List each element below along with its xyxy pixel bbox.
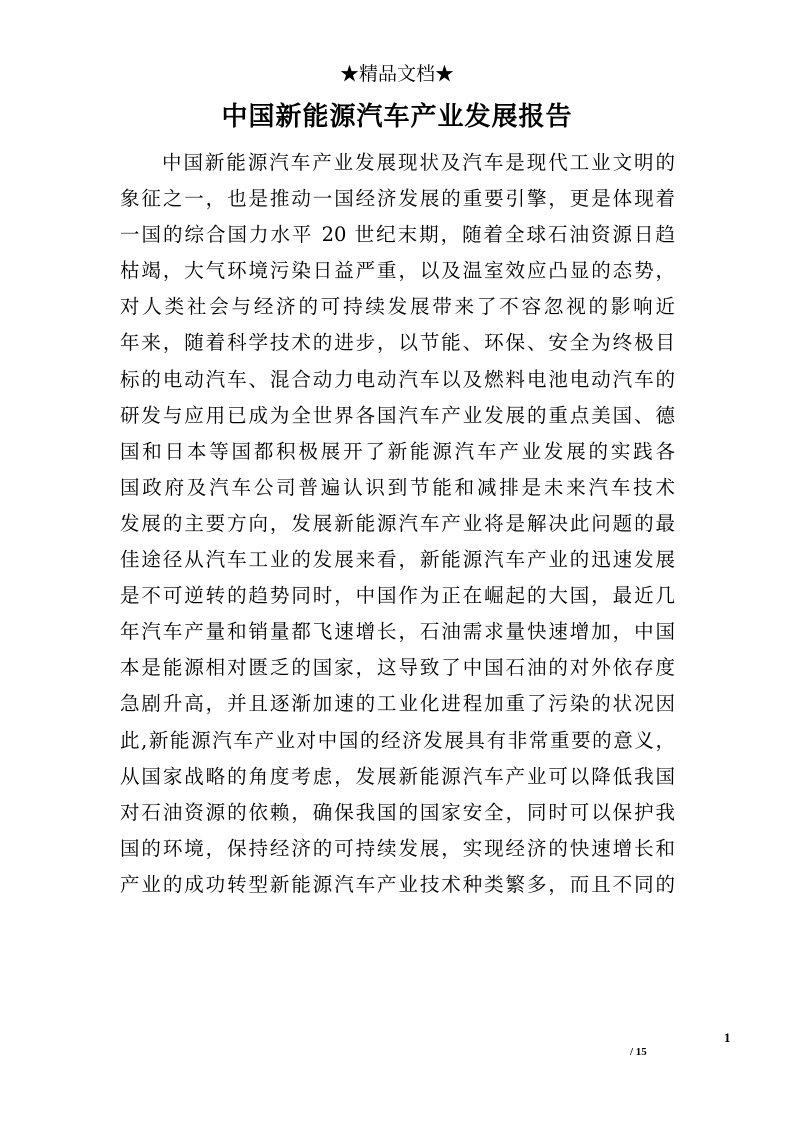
document-body: [120, 145, 675, 903]
body-line: 急剧升高，并且逐渐加速的工业化进程加重了污染的状况因: [120, 692, 675, 716]
body-line: 对人类社会与经济的可持续发展带来了不容忽视的影响近: [120, 295, 675, 319]
body-line: 产业的成功转型新能源汽车产业技术种类繁多，而且不同的: [120, 872, 675, 896]
body-line: 国和日本等国都积极展开了新能源汽车产业发展的实践各: [120, 439, 675, 463]
body-line: 从国家战略的角度考虑，发展新能源汽车产业可以降低我国: [120, 764, 675, 788]
body-line: 标的电动汽车、混合动力电动汽车以及燃料电池电动汽车的: [120, 367, 675, 391]
body-line: 象征之一，也是推动一国经济发展的重要引擎，更是体现着: [120, 187, 675, 211]
page-number: 1: [724, 1030, 731, 1045]
body-line: 国政府及汽车公司普遍认识到节能和减排是未来汽车技术: [120, 475, 675, 499]
body-line: 中国新能源汽车产业发展现状及汽车是现代工业文明的: [162, 151, 675, 174]
page-total: / 15: [630, 1046, 647, 1058]
body-line: 年来，随着科学技术的进步，以节能、环保、安全为终极目: [120, 331, 675, 355]
body-line: 对石油资源的依赖，确保我国的国家安全，同时可以保护我: [120, 800, 675, 824]
body-line: 国的环境，保持经济的可持续发展，实现经济的快速增长和: [120, 836, 675, 860]
body-line: 是不可逆转的趋势同时，中国作为正在崛起的大国，最近几: [120, 584, 675, 608]
document-header: ★精品文档★: [339, 63, 454, 85]
body-line: 一国的综合国力水平 20 世纪末期，随着全球石油资源日趋: [120, 223, 675, 247]
body-line: 枯竭，大气环境污染日益严重，以及温室效应凸显的态势，: [120, 259, 675, 283]
body-line: 发展的主要方向，发展新能源汽车产业将是解决此问题的最: [120, 511, 675, 535]
body-line: 研发与应用已成为全世界各国汽车产业发展的重点美国、德: [120, 403, 675, 427]
document-title: 中国新能源汽车产业发展报告: [221, 102, 573, 132]
body-line: 年汽车产量和销量都飞速增长，石油需求量快速增加，中国: [120, 620, 675, 644]
body-line: 此,新能源汽车产业对中国的经济发展具有非常重要的意义，: [120, 728, 675, 752]
body-line: 本是能源相对匮乏的国家，这导致了中国石油的对外依存度: [120, 656, 675, 680]
body-line: 佳途径从汽车工业的发展来看，新能源汽车产业的迅速发展: [120, 548, 675, 572]
